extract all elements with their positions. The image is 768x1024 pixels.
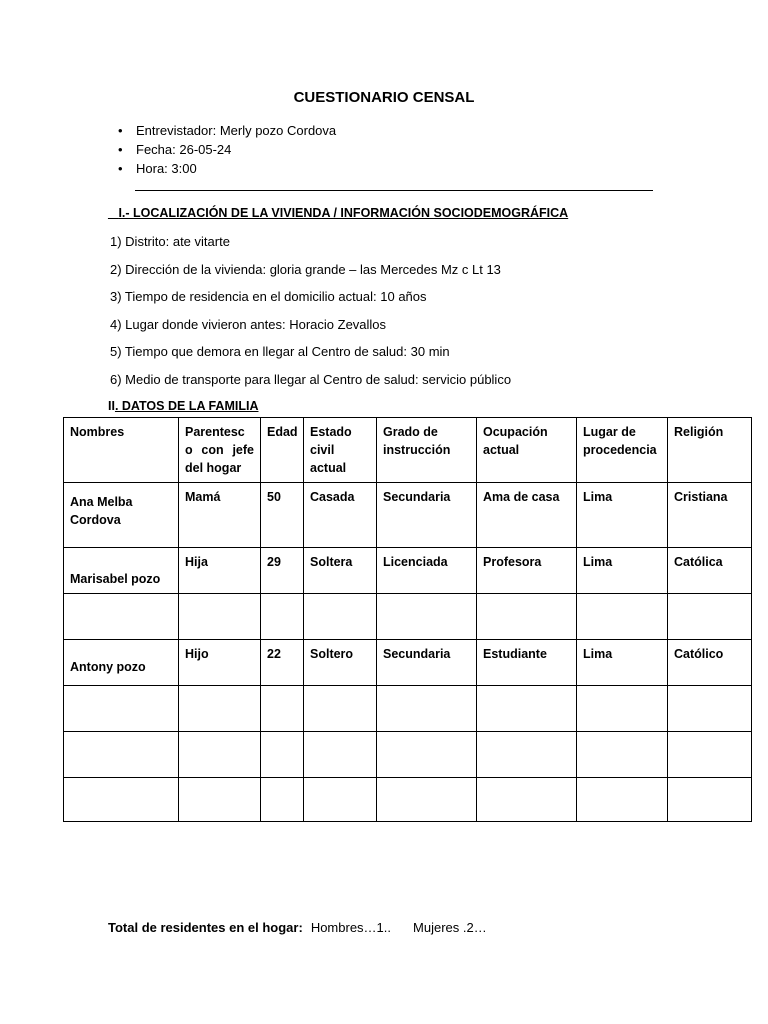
cell-edad xyxy=(261,778,304,822)
cell-edad xyxy=(261,686,304,732)
family-table xyxy=(63,417,752,822)
cell-parentesco xyxy=(179,594,261,640)
cell-grado xyxy=(377,594,477,640)
question-previous-place: 4) Lugar donde vivieron antes: Horacio Zevallos xyxy=(110,317,387,332)
cell-ocupacion: Profesora xyxy=(477,548,577,594)
cell-nombre xyxy=(64,594,179,640)
table-header-row xyxy=(64,418,752,483)
cell-edad: 29 xyxy=(261,548,304,594)
interviewer-item: • Entrevistador: Merly pozo Cordova xyxy=(118,121,336,140)
cell-lugar xyxy=(577,594,668,640)
cell-grado: Secundaria xyxy=(377,640,477,686)
cell-parentesco: Hijo xyxy=(179,640,261,686)
cell-estado-civil: Casada xyxy=(304,483,377,548)
header-lugar-procedencia: Lugar de procedencia xyxy=(577,418,668,483)
cell-parentesco xyxy=(179,778,261,822)
cell-nombre xyxy=(64,686,179,732)
header-ocupacion: Ocupación actual xyxy=(477,418,577,483)
cell-parentesco: Mamá xyxy=(179,483,261,548)
header-edad: Edad xyxy=(261,418,304,483)
cell-lugar xyxy=(577,686,668,732)
table-row xyxy=(64,594,752,640)
section-2-title: . DATOS DE LA FAMILIA xyxy=(114,399,259,413)
cell-religion: Cristiana xyxy=(668,483,752,548)
total-women: Mujeres .2… xyxy=(413,920,487,935)
cell-religion: Católica xyxy=(668,548,752,594)
total-residents xyxy=(108,920,487,935)
cell-edad: 22 xyxy=(261,640,304,686)
cell-edad xyxy=(261,732,304,778)
header-religion: Religión xyxy=(668,418,752,483)
cell-ocupacion: Ama de casa xyxy=(477,483,577,548)
question-district: 1) Distrito: ate vitarte xyxy=(110,234,230,249)
cell-religion xyxy=(668,778,752,822)
section-2-prefix: II xyxy=(108,399,115,413)
cell-nombre: Antony pozo xyxy=(64,640,179,686)
table-row xyxy=(64,778,752,822)
cell-grado: Secundaria xyxy=(377,483,477,548)
cell-ocupacion xyxy=(477,686,577,732)
cell-lugar: Lima xyxy=(577,483,668,548)
header-estado-civil: Estado civil actual xyxy=(304,418,377,483)
cell-grado xyxy=(377,686,477,732)
header-parentesco: Parentesc o con jefe del hogar xyxy=(179,418,261,483)
table-row xyxy=(64,732,752,778)
cell-estado-civil: Soltera xyxy=(304,548,377,594)
cell-edad: 50 xyxy=(261,483,304,548)
cell-lugar: Lima xyxy=(577,548,668,594)
cell-parentesco xyxy=(179,686,261,732)
section-2-heading xyxy=(108,399,258,413)
header-grado-instruccion: Grado de instrucción xyxy=(377,418,477,483)
cell-lugar: Lima xyxy=(577,640,668,686)
cell-grado xyxy=(377,732,477,778)
section-1-heading xyxy=(108,206,568,220)
header-nombres: Nombres xyxy=(64,418,179,483)
table-row xyxy=(64,548,752,594)
table-row xyxy=(64,686,752,732)
total-label: Total de residentes en el hogar: xyxy=(108,920,303,935)
cell-nombre xyxy=(64,778,179,822)
cell-religion xyxy=(668,594,752,640)
cell-grado: Licenciada xyxy=(377,548,477,594)
cell-estado-civil xyxy=(304,594,377,640)
cell-estado-civil xyxy=(304,732,377,778)
total-men: Hombres…1.. xyxy=(310,920,392,935)
time-item: • Hora: 3:00 xyxy=(118,159,336,178)
interview-info-list xyxy=(118,121,336,178)
cell-grado xyxy=(377,778,477,822)
cell-lugar xyxy=(577,778,668,822)
date-item: • Fecha: 26-05-24 xyxy=(118,140,336,159)
cell-nombre: Marisabel pozo xyxy=(64,548,179,594)
question-residence-time: 3) Tiempo de residencia en el domicilio actual: 10 años xyxy=(110,289,427,304)
cell-edad xyxy=(261,594,304,640)
table-row xyxy=(64,483,752,548)
cell-religion: Católico xyxy=(668,640,752,686)
section-1-title: I.- LOCALIZACIÓN DE LA VIVIENDA / INFORMACIÓN SOCIODEMOGRÁFICA xyxy=(118,206,569,220)
cell-ocupacion xyxy=(477,594,577,640)
cell-parentesco: Hija xyxy=(179,548,261,594)
question-transport: 6) Medio de transporte para llegar al Centro de salud: servicio público xyxy=(110,372,512,387)
question-address: 2) Dirección de la vivienda: gloria grande – las Mercedes Mz c Lt 13 xyxy=(110,262,501,277)
question-travel-time: 5) Tiempo que demora en llegar al Centro de salud: 30 min xyxy=(110,344,450,359)
cell-nombre xyxy=(64,732,179,778)
cell-lugar xyxy=(577,732,668,778)
cell-ocupacion xyxy=(477,732,577,778)
cell-nombre: Ana Melba Cordova xyxy=(64,483,179,548)
cell-ocupacion xyxy=(477,778,577,822)
document-title: CUESTIONARIO CENSAL xyxy=(293,89,475,106)
cell-estado-civil: Soltero xyxy=(304,640,377,686)
cell-religion xyxy=(668,732,752,778)
cell-parentesco xyxy=(179,732,261,778)
cell-estado-civil xyxy=(304,686,377,732)
cell-estado-civil xyxy=(304,778,377,822)
divider-line xyxy=(135,190,653,191)
table-row xyxy=(64,640,752,686)
cell-religion xyxy=(668,686,752,732)
section-1-prefix: _ xyxy=(108,206,119,220)
cell-ocupacion: Estudiante xyxy=(477,640,577,686)
